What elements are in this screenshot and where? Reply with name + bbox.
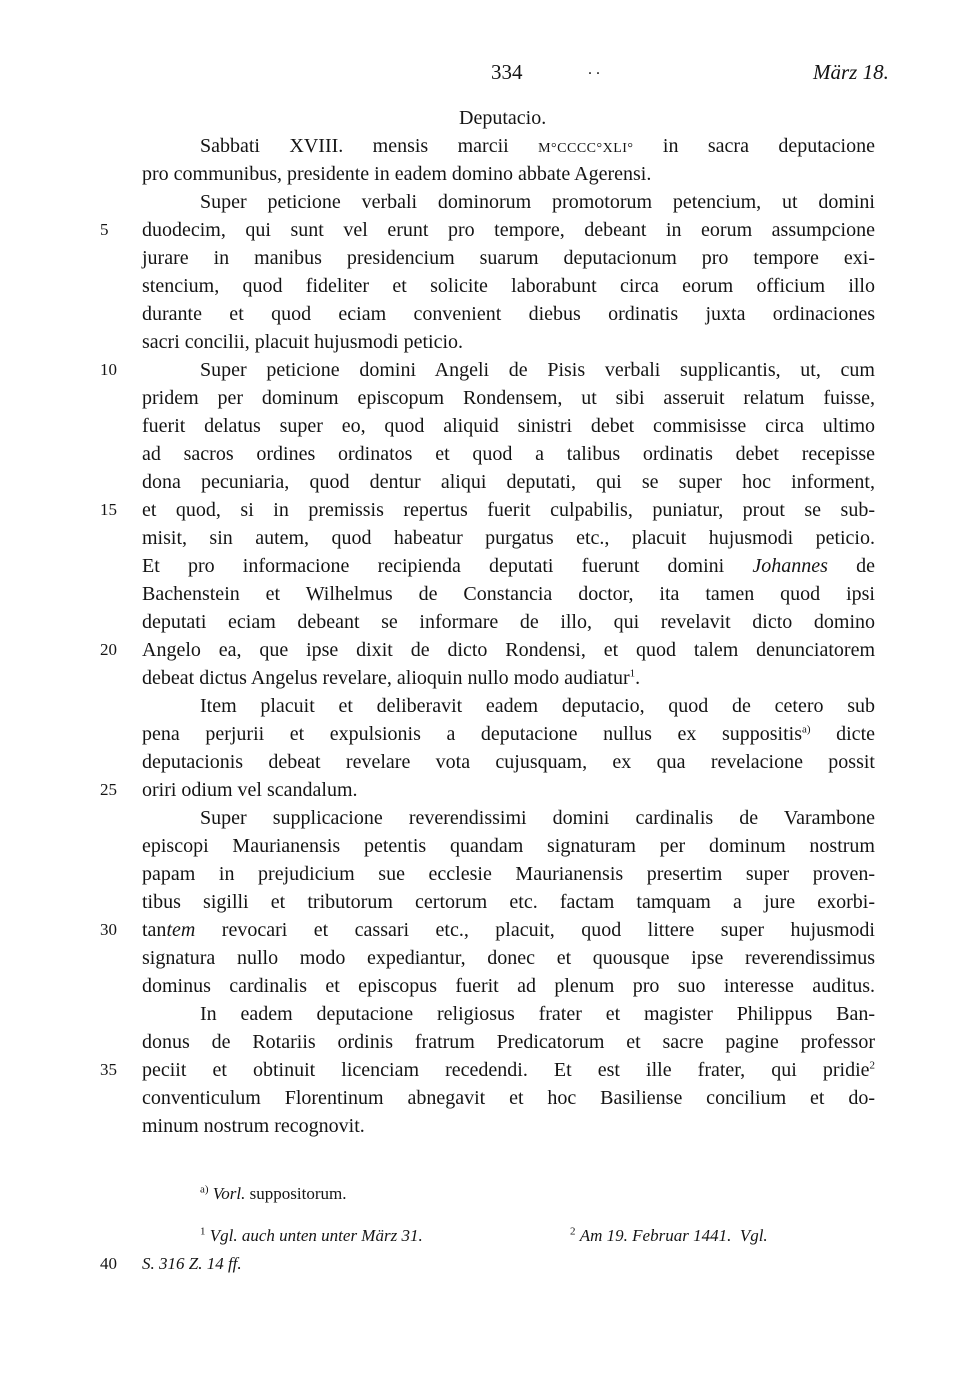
text-line: minum nostrum recognovit. xyxy=(142,1115,365,1137)
page-number: 334 xyxy=(491,60,523,84)
text-line: pro communibus, presidente in eadem domino abbate Agerensi. xyxy=(142,163,652,185)
footnote-1 xyxy=(200,1222,423,1250)
footnote-a-mark: a) xyxy=(200,1183,209,1196)
footnote-a-label: Vorl. xyxy=(212,1184,246,1203)
text-line: Bachenstein et Wilhelmus de Constancia doctor, ita tamen quod ipsi xyxy=(142,583,875,605)
text-line: durante et quod eciam convenient diebus ordinatis juxta ordinaciones xyxy=(142,303,875,325)
footnote-ref-a: a) xyxy=(802,723,811,736)
text-line: conventiculum Florentinum abnegavit et hoc Basiliense concilium et do- xyxy=(142,1087,875,1109)
text-line: papam in prejudicium sue ecclesie Maurianensis presertim super proven- xyxy=(142,863,875,885)
section-heading: Deputacio. xyxy=(459,107,547,129)
text-line: Super peticione verbali dominorum promotorum petencium, ut domini xyxy=(200,191,875,213)
footnote-1-mark: 1 xyxy=(200,1225,206,1238)
text-line: fuerit delatus super eo, quod aliquid sinistri debet commisisse circa ultimo xyxy=(142,415,875,437)
text-line: In eadem deputacione religiosus frater et magister Philippus Ban- xyxy=(200,1003,875,1025)
footnote-2 xyxy=(570,1222,874,1250)
line-number: 10 xyxy=(100,360,117,379)
text-line: episcopi Maurianensis petentis quandam signaturam per dominum nostrum xyxy=(142,835,875,857)
line-number: 15 xyxy=(100,500,117,519)
text-line: pena perjurii et expulsionis a deputacione nullus ex suppositis$^{a)}$ dicte xyxy=(142,723,875,745)
text-line: Super peticione domini Angeli de Pisis verbali supplicantis, ut, cum xyxy=(200,359,875,381)
text-line: misit, sin autem, quod habeatur purgatus etc., placuit hujusmodi peticio. xyxy=(142,527,875,549)
line-number: 40 xyxy=(100,1254,117,1273)
text-line: oriri odium vel scandalum. xyxy=(142,779,358,801)
line-number: 25 xyxy=(100,780,117,799)
text-line: dona pecuniaria, quod dentur aliqui deputati, qui se super hoc informent, xyxy=(142,471,875,493)
text-line: Super supplicacione reverendissimi domini cardinalis de Varambone xyxy=(200,807,875,829)
text-line: duodecim, qui sunt vel erunt pro tempore, debeant in eorum assumpcione xyxy=(142,219,875,241)
footnote-a-text: suppositorum. xyxy=(249,1184,347,1203)
footnote-1-text: Vgl. auch unten unter März 31. xyxy=(209,1226,423,1245)
text-line: Item placuit et deliberavit eadem deputacio, quod de cetero sub xyxy=(200,695,875,717)
footnote-ref-1: 1 xyxy=(629,667,636,680)
text-line: debeat dictus Angelus revelare, alioquin nullo modo audiatur$^1$. xyxy=(142,667,641,689)
header-date: März 18. xyxy=(813,60,889,84)
text-line: et quod, si in premissis repertus fuerit culpabilis, puniatur, prout se sub- xyxy=(142,499,875,521)
text-line: ad sacros ordines ordinatos et quod a talibus ordinatis debet recepisse xyxy=(142,443,875,465)
text-line: tantem revocari et cassari etc., placuit, quod littere super hujusmodi xyxy=(142,919,875,941)
text-line: sacri concilii, placuit hujusmodi peticio. xyxy=(142,331,464,353)
text-line: tibus sigilli et tributorum certorum etc. factam tamquam a jure exorbi- xyxy=(142,891,875,913)
footnote-a xyxy=(200,1180,346,1208)
line-number: 30 xyxy=(100,920,117,939)
footnote-2-mark: 2 xyxy=(570,1225,576,1238)
line-number: 5 xyxy=(100,220,109,239)
text-line: deputati eciam debeant se informare de illo, qui revelavit dicto domino xyxy=(142,611,875,633)
text-line: pridem per dominum episcopum Rondensem, ut sibi asseruit relatum fuisse, xyxy=(142,387,875,409)
text-line: deputacionis debeat revelare vota cujusquam, ex qua revelacione possit xyxy=(142,751,875,773)
line-number: 35 xyxy=(100,1060,117,1079)
text-line: Angelo ea, que ipse dixit de dicto Rondensi, et quod talem denunciatorem xyxy=(142,639,875,661)
text-line: dominus cardinalis et episcopus fuerit ad plenum pro suo interesse auditus. xyxy=(142,975,875,997)
text-line: stencium, quod fideliter et solicite laborabunt circa eorum officium illo xyxy=(142,275,875,297)
line-number: 20 xyxy=(100,640,117,659)
text-line: signatura nullo modo expediantur, donec et quousque ipse reverendissimus xyxy=(142,947,875,969)
header-dots: . . xyxy=(588,61,600,78)
text-line: peciit et obtinuit licenciam recedendi. Et est ille frater, qui pridie$^2$ xyxy=(142,1059,875,1081)
text-line: Et pro informacione recipienda deputati fuerunt domini Johannes de xyxy=(142,555,875,577)
footnote-ref-2: 2 xyxy=(869,1059,875,1072)
text-line: Sabbati XVIII. mensis marcii M°CCCC°XLI° in sacra deputacione xyxy=(200,135,875,157)
text-line: donus de Rotariis ordinis fratrum Predicatorum et sacre pagine professor xyxy=(142,1031,875,1053)
text-line: jurare in manibus presidencium suarum deputacionum pro tempore exi- xyxy=(142,247,875,269)
footnote-continuation: S. 316 Z. 14 ff. xyxy=(142,1254,242,1273)
footnote-2-text: Am 19. Februar 1441. Vgl. xyxy=(579,1226,768,1245)
